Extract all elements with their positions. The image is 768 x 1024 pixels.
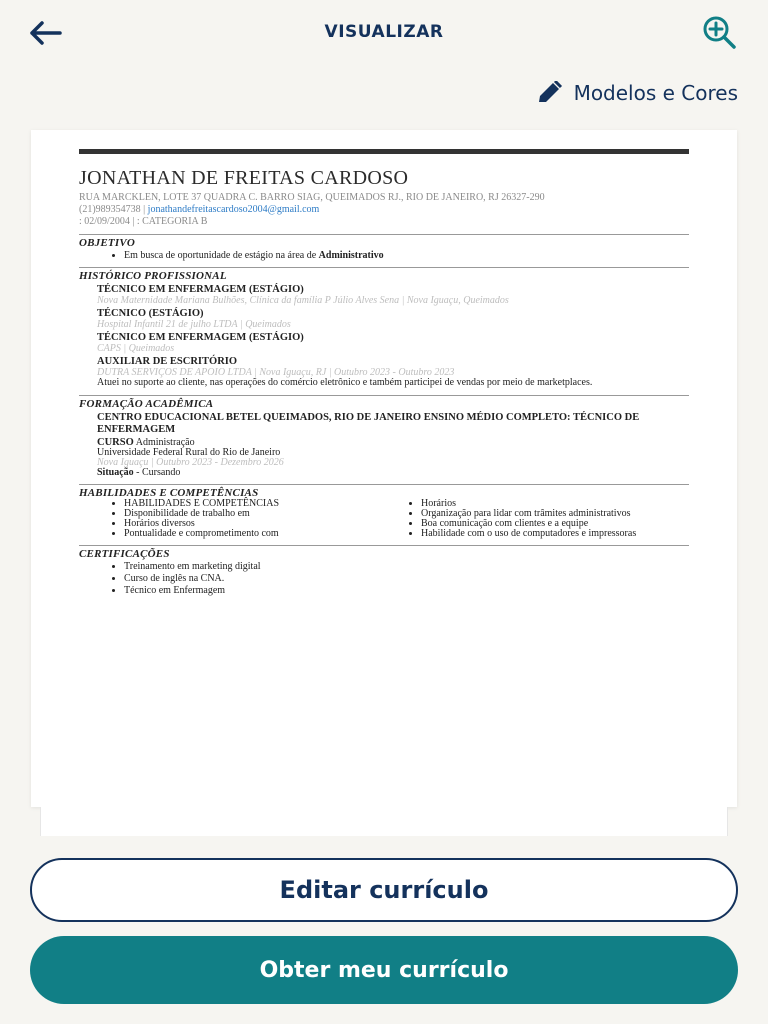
get-resume-label: Obter meu currículo: [259, 957, 509, 983]
list-item: • HABILIDADES E COMPETÊNCIAS: [124, 499, 376, 509]
list-item: • Em busca de oportunidade de estágio na área de Administrativo: [124, 251, 689, 261]
skills-right: [376, 499, 673, 539]
job-entry: TÉCNICO (ESTÁGIO) Hospital Infantil 21 de julho LTDA | Queimados: [97, 308, 291, 330]
section-objective: [79, 234, 689, 261]
education-entry: CENTRO EDUCACIONAL BETEL QUEIMADOS, RIO DE JANEIRO ENSINO MÉDIO COMPLETO: TÉCNICO DE ENFERMAGEM CURSO Administração Universidade Federal Rural do Rio de Janeiro Nova Iguaçu | Outubro 2023 - Dezembro 2026 Situação - Cursando: [97, 411, 640, 478]
list-item: • Pontualidade e comprometimento com: [124, 529, 376, 539]
pencil-icon: [536, 81, 564, 105]
list-item: • Treinamento em marketing digital: [124, 562, 689, 572]
zoom-button[interactable]: [700, 14, 740, 50]
top-bar: [0, 0, 768, 66]
resume-email: jonathandefreitascardoso2004@gmail.com: [147, 204, 320, 215]
list-item: • Curso de inglês na CNA.: [124, 574, 689, 584]
edit-resume-button[interactable]: [30, 858, 738, 922]
resume-name: JONATHAN DE FREITAS CARDOSO: [79, 167, 409, 189]
job-entry: AUXILIAR DE ESCRITÓRIO DUTRA SERVIÇOS DE APOIO LTDA | Nova Iguaçu, RJ | Outubro 2023 - Outubro 2023 Atuei no suporte ao cliente, nas operações do comércio eletrônico e também participei de vendas por meio de marketplaces.: [97, 356, 593, 388]
list-item: • Organização para lidar com trâmites administrativos: [421, 509, 673, 519]
resume-birth-line: : 02/09/2004 | : CATEGORIA B: [79, 216, 208, 227]
section-title: FORMAÇÃO ACADÊMICA: [79, 397, 214, 410]
resume-phone: (21)989354738 |: [79, 204, 146, 215]
skills-columns: [79, 499, 689, 539]
skills-left: [79, 499, 376, 539]
resume-contact: [79, 204, 689, 216]
section-title: OBJETIVO: [79, 237, 135, 249]
list-item: • Boa comunicação com clientes e a equipe: [421, 519, 673, 529]
resume-preview: [31, 130, 737, 807]
page-title: VISUALIZAR: [324, 22, 444, 42]
section-history: [79, 267, 689, 389]
models-colors-label: Modelos e Cores: [573, 81, 738, 105]
list-item: • Horários diversos: [124, 519, 376, 529]
job-entry: TÉCNICO EM ENFERMAGEM (ESTÁGIO) Nova Maternidade Mariana Bulhões, Clínica da família P Júlio Alves Sena | Nova Iguaçu, Queimados: [97, 284, 509, 306]
models-colors-link[interactable]: [536, 78, 738, 108]
section-title: HABILIDADES E COMPETÊNCIAS: [79, 486, 259, 499]
section-education: [79, 395, 689, 478]
list-item: • Disponibilidade de trabalho em: [124, 509, 376, 519]
section-certifications: [79, 545, 689, 596]
edit-resume-label: Editar currículo: [279, 876, 489, 904]
section-skills: [79, 484, 689, 539]
get-resume-button[interactable]: [30, 936, 738, 1004]
list-item: • Horários: [421, 499, 673, 509]
resume-top-rule: [79, 149, 689, 154]
resume-address: RUA MARCKLEN, LOTE 37 QUADRA C. BARRO SIAG, QUEIMADOS RJ., RIO DE JANEIRO, RJ 26327-290: [79, 192, 545, 203]
job-entry: TÉCNICO EM ENFERMAGEM (ESTÁGIO) CAPS | Queimados: [97, 332, 304, 354]
zoom-in-icon: [700, 14, 740, 50]
resume-document: [79, 149, 689, 598]
section-title: CERTIFICAÇÕES: [79, 547, 170, 560]
section-title: HISTÓRICO PROFISSIONAL: [79, 270, 227, 282]
list-item: • Técnico em Enfermagem: [124, 586, 689, 596]
list-item: • Habilidade com o uso de computadores e impressoras: [421, 529, 673, 539]
